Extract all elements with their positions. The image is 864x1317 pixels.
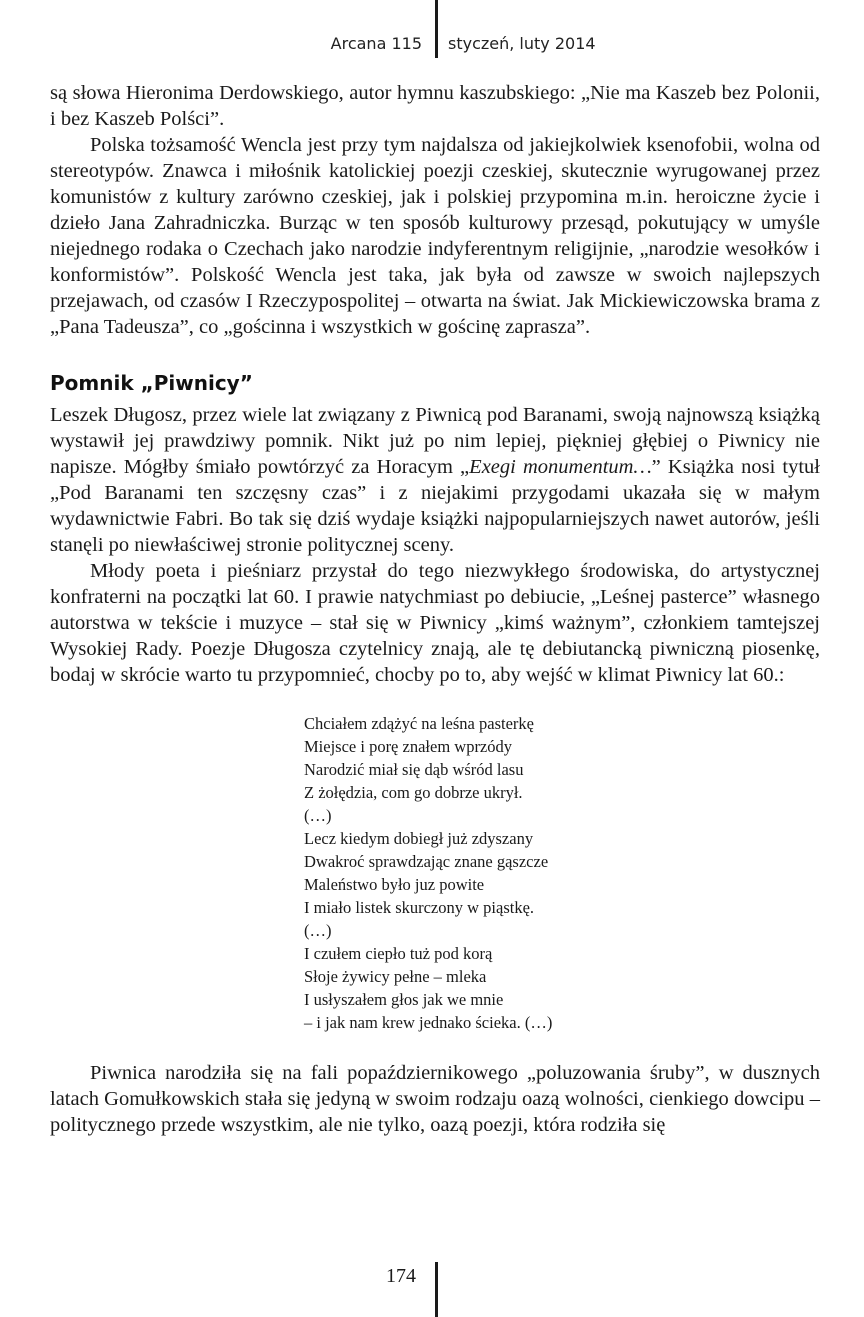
issue-date: styczeń, luty 2014	[448, 34, 596, 53]
journal-title: Arcana 115	[330, 34, 422, 53]
running-header	[0, 0, 864, 60]
poem-line: Z żołędzia, com go dobrze ukrył.	[304, 783, 523, 802]
poem-line: Narodzić miał się dąb wśród lasu	[304, 760, 524, 779]
article-body	[50, 80, 820, 1138]
quote-italic: Exegi monumentum…	[469, 456, 652, 478]
poem-line: Miejsce i porę znałem wprzódy	[304, 737, 513, 756]
poem-excerpt	[304, 712, 820, 1034]
poem-line: I usłyszałem głos jak we mnie	[304, 990, 504, 1009]
paragraph-4: Młody poeta i pieśniarz przystał do tego niezwykłego środowiska, do artystycznej konfraterni na początki lat 60. I prawie natychmiast po debiucie, „Leśnej pasterce” własnego autorstwa w tekście i muzyce – stał się w Piwnicy „kimś ważnym”, członkiem tamtejszej Wysokiej Rady. Poezje Długosza czytelnicy znają, ale tę debiutancką piwniczną piosenkę, bodaj w skrócie warto tu przypomnieć, chocby po to, aby wejść w klimat Piwnicy lat 60.:	[50, 560, 820, 686]
paragraph-5: Piwnica narodziła się na fali popaździernikowego „poluzowania śruby”, w dusznych latach Gomułkowskich stała się jedyną w swoim rodzaju oazą wolności, cienkiego dowcipu – politycznego przede wszystkim, ale nie tylko, oazą poezji, która rodziła się	[50, 1062, 820, 1136]
poem-line: (…)	[304, 921, 332, 940]
poem-line: (…)	[304, 806, 332, 825]
paragraph-3-text-b: ” Książka nosi tytuł „Pod Baranami ten szczęsny czas” i z niejakimi przygodami ukazała się w małym wydawnictwie Fabri. Bo tak się dziś wydaje książki najpopularniejszych nawet autorów, jeśli stanęli po niewłaściwej stronie politycznej sceny.	[50, 456, 820, 556]
poem-line: I miało listek skurczony w piąstkę.	[304, 898, 535, 917]
paragraph-2: Polska tożsamość Wencla jest przy tym najdalsza od jakiejkolwiek ksenofobii, wolna od stereotypów. Znawca i miłośnik katolickiej poezji czeskiej, skutecznie wyrugowanej przez komunistów z kultury zarówno czeskiej, jak i polskiej przypomina m.in. heroiczne życie i dzieło Jana Zahradniczka. Burząc w ten sposób kulturowy przesąd, pokutujący w umyśle niejednego rodaka o Czechach jako narodzie indyferentnym religijnie, „narodzie wesołków i konformistów”. Polskość Wencla jest taka, jak była od zawsze w swoich najlepszych przejawach, od czasów I Rzeczypospolitej – otwarta na świat. Jak Mickiewiczowska brama z „Pana Tadeusza”, co „gościnna i wszystkich w gościnę zaprasza”.	[50, 134, 820, 338]
poem-line: Chciałem zdążyć na leśna pasterkę	[304, 714, 534, 733]
poem-line: Maleństwo było juz powite	[304, 875, 485, 894]
poem-line: Lecz kiedym dobiegł już zdyszany	[304, 829, 534, 848]
paragraph-3-text-a: Leszek Długosz, przez wiele lat związany z Piwnicą pod Baranami, swoją najnowszą książką wystawił jej prawdziwy pomnik. Nikt już po nim lepiej, piękniej głębiej o Piwnicy nie napisze. Mógłby śmiało powtórzyć za Horacym „	[50, 404, 820, 478]
header-divider	[435, 0, 438, 58]
poem-line: Słoje żywicy pełne – mleka	[304, 967, 487, 986]
footer-divider	[435, 1262, 438, 1317]
poem-line: Dwakroć sprawdzając znane gąszcze	[304, 852, 549, 871]
paragraph-1: są słowa Hieronima Derdowskiego, autor hymnu kaszubskiego: „Nie ma Kaszeb bez Polonii, i bez Kaszeb Polści”.	[50, 82, 820, 130]
poem-line: – i jak nam krew jednako ścieka. (…)	[304, 1013, 553, 1032]
poem-line: I czułem ciepło tuż pod korą	[304, 944, 493, 963]
page-number: 174	[386, 1265, 416, 1287]
paragraph-3	[50, 402, 820, 558]
section-heading: Pomnik „Piwnicy”	[50, 371, 253, 395]
